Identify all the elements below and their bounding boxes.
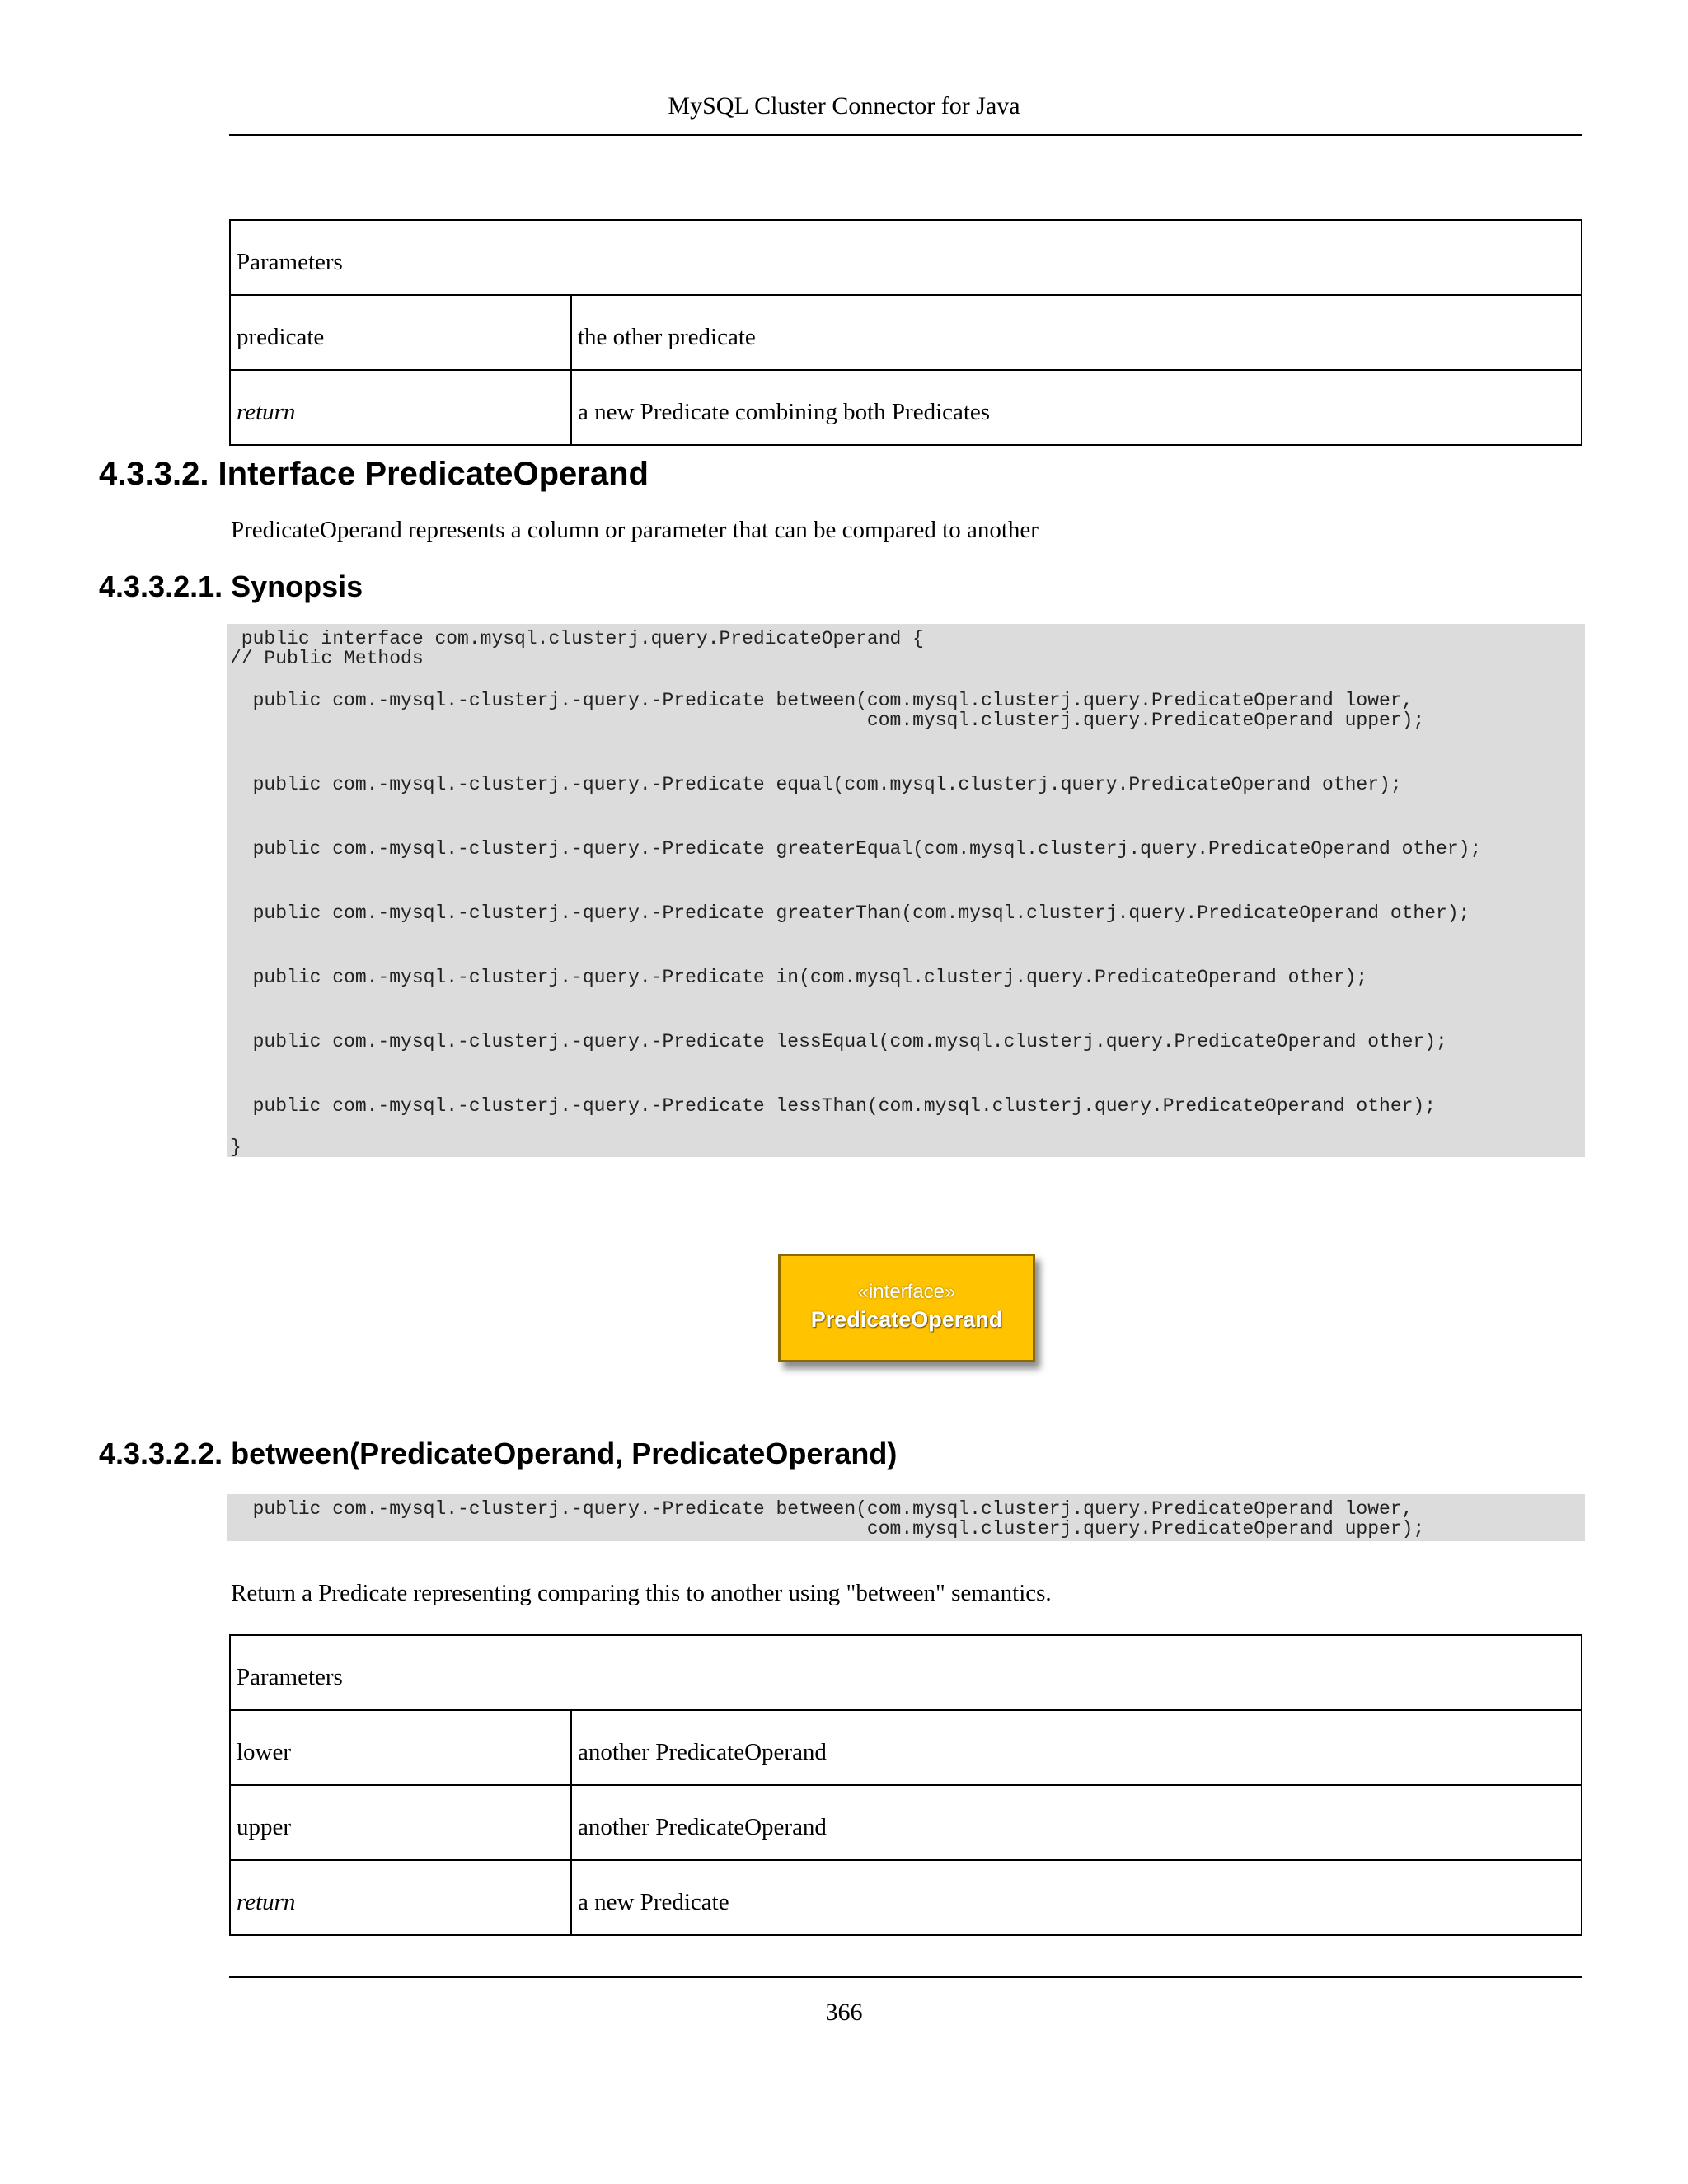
table-header-cell: Parameters [230,1635,1582,1710]
between-code-block [227,1494,1585,1541]
code-line: public com.-mysql.-clusterj.-query.-Predicate equal(com.mysql.clusterj.query.PredicateOperand other); [230,774,1402,795]
table-row [230,1710,1582,1785]
code-line: public com.-mysql.-clusterj.-query.-Predicate greaterThan(com.mysql.clusterj.query.PredicateOperand other); [230,902,1470,924]
method-heading: 4.3.3.2.2. between(PredicateOperand, PredicateOperand) [99,1436,898,1470]
param-name: return [230,370,571,445]
synopsis-code-block [227,624,1585,1157]
uml-class-name: PredicateOperand [810,1307,1003,1332]
param-name: lower [230,1710,571,1785]
synopsis-heading: 4.3.3.2.1. Synopsis [99,569,363,603]
code-line: public interface com.mysql.clusterj.query.PredicateOperand { [230,628,924,649]
param-desc: a new Predicate combining both Predicates [571,370,1582,445]
table-header-row [230,1635,1582,1710]
code-line: com.mysql.clusterj.query.PredicateOperand upper); [230,1518,1425,1540]
uml-interface-diagram [778,1254,1035,1362]
code-line: public com.-mysql.-clusterj.-query.-Predicate between(com.mysql.clusterj.query.PredicateOperand lower, [230,1498,1414,1520]
table-row [230,1860,1582,1935]
parameters-table-between [229,1634,1582,1936]
param-desc: another PredicateOperand [571,1710,1582,1785]
code-line: } [230,1137,241,1158]
header-rule [229,134,1582,136]
running-header: MySQL Cluster Connector for Java [668,92,1020,120]
table-row [230,1785,1582,1860]
section-heading: 4.3.3.2. Interface PredicateOperand [99,456,649,492]
code-line: public com.-mysql.-clusterj.-query.-Predicate lessEqual(com.mysql.clusterj.query.PredicateOperand other); [230,1031,1447,1052]
param-desc: a new Predicate [571,1860,1582,1935]
table-header-row [230,220,1582,295]
parameters-table-and [229,219,1582,446]
param-name: predicate [230,295,571,370]
uml-stereotype: «interface» [857,1281,956,1303]
param-name: upper [230,1785,571,1860]
code-line: com.mysql.clusterj.query.PredicateOperand upper); [230,710,1425,731]
page-number: 366 [825,1999,863,2026]
code-line: public com.-mysql.-clusterj.-query.-Predicate greaterEqual(com.mysql.clusterj.query.PredicateOperand other); [230,838,1482,860]
method-description: Return a Predicate representing comparing this to another using "between" semantics. [231,1580,1052,1606]
param-name: return [230,1860,571,1935]
section-description: PredicateOperand represents a column or parameter that can be compared to another [231,517,1039,543]
code-line: public com.-mysql.-clusterj.-query.-Predicate in(com.mysql.clusterj.query.PredicateOperand other); [230,967,1368,988]
code-line: public com.-mysql.-clusterj.-query.-Predicate between(com.mysql.clusterj.query.PredicateOperand lower, [230,690,1414,711]
param-desc: the other predicate [571,295,1582,370]
code-line: public com.-mysql.-clusterj.-query.-Predicate lessThan(com.mysql.clusterj.query.PredicateOperand other); [230,1095,1437,1117]
table-row [230,370,1582,445]
code-comment: // Public Methods [230,648,424,669]
table-header-cell: Parameters [230,220,1582,295]
footer-rule [229,1976,1582,1978]
param-desc: another PredicateOperand [571,1785,1582,1860]
table-row [230,295,1582,370]
